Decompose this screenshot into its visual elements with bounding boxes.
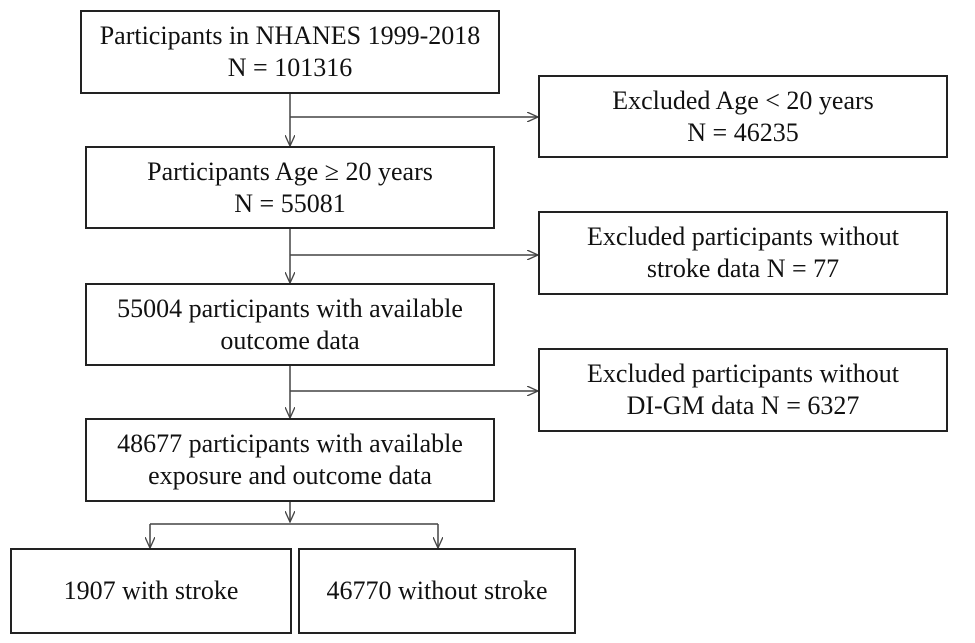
excluded-box-digm-data-line2: DI-GM data N = 6327 [626,391,860,420]
excluded-box-age-line2: N = 46235 [687,117,799,147]
outcome-box-without-stroke [298,548,576,634]
excluded-box-stroke-data-line2: stroke data N = 77 [646,254,840,283]
main-box-age-line1: Participants Age ≥ 20 years [147,156,433,186]
excluded-box-age [538,75,948,158]
main-box-outcome-line1: 55004 participants with available [117,293,463,323]
outcome-box-with-stroke-label: 1907 with stroke [63,576,239,605]
main-box-exposure-line1: 48677 participants with available [117,429,463,458]
main-box-outcome-line2: outcome data [220,325,360,355]
outcome-box-with-stroke [10,548,292,634]
excluded-box-digm-data-line1: Excluded participants without [587,359,899,388]
main-box-exposure-line2: exposure and outcome data [148,461,432,490]
excluded-box-age-line1: Excluded Age < 20 years [612,85,874,115]
main-box-age [85,146,495,229]
main-box-total [80,10,500,94]
main-box-total-line1: Participants in NHANES 1999-2018 [99,21,481,50]
main-box-total-line2: N = 101316 [227,53,353,82]
main-box-exposure [85,418,495,502]
excluded-box-digm-data [538,348,948,432]
main-box-age-line2: N = 55081 [234,188,346,218]
excluded-box-stroke-data [538,211,948,295]
outcome-box-without-stroke-label: 46770 without stroke [326,576,548,605]
main-box-outcome [85,283,495,366]
excluded-box-stroke-data-line1: Excluded participants without [587,222,899,251]
